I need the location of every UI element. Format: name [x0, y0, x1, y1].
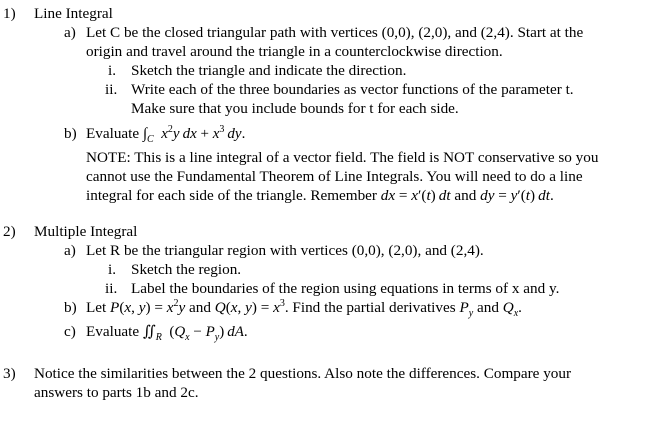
- q1a-ii-number: ii.: [105, 81, 118, 98]
- q1-title: Line Integral: [34, 5, 113, 22]
- q1a-text-line1: Let C be the closed triangular path with vertices (0,0), (2,0), and (2,4). Start at the: [86, 24, 584, 41]
- q1b-note-line3-text: integral for each side of the triangle. Remember: [86, 187, 377, 204]
- q2b-label: b): [64, 299, 77, 316]
- q2-title: Multiple Integral: [34, 223, 138, 240]
- q2a-i-number: i.: [108, 261, 117, 278]
- q1b-line-integral-expression: $\int_C$ $x^2y$ dx + $x^3$ dy.: [142, 124, 246, 145]
- q2c-label: c): [64, 323, 76, 340]
- q3-text-line1: Notice the similarities between the 2 questions. Also note the differences. Compare your: [34, 365, 572, 382]
- dx-formula: dx: [380, 187, 396, 204]
- q2-number: 2): [3, 223, 16, 240]
- q1b-note-line1: NOTE: This is a line integral of a vector field. The field is NOT conservative so you: [86, 149, 599, 166]
- q2c-double-integral-expression: $∬_R$ $(Q_x - P_y)$ dA.: [142, 324, 248, 343]
- q1b-note-and: and: [454, 187, 477, 204]
- q2a-ii-text: Label the boundaries of the region using equations in terms of x and y.: [131, 280, 560, 297]
- q1a-ii-text-line1: Write each of the three boundaries as vector functions of the parameter t.: [131, 81, 574, 98]
- q1b-evaluate-line: [86, 124, 245, 144]
- q1b-note-line2: cannot use the Fundamental Theorem of Line Integrals. You will need to do a line: [86, 168, 583, 185]
- q2a-i-text: Sketch the region.: [131, 261, 242, 278]
- q3-text-line2: answers to parts 1b and 2c.: [34, 384, 199, 401]
- q3-number: 3): [3, 365, 16, 382]
- q2c-evaluate-word: Evaluate: [86, 323, 140, 340]
- q2a-text: Let R be the triangular region with vertices (0,0), (2,0), and (2,4).: [86, 242, 484, 259]
- q1-number: 1): [3, 5, 16, 22]
- q2b-and: and: [189, 299, 211, 316]
- dy-formula: dy: [480, 187, 495, 204]
- q1a-label: a): [64, 24, 76, 41]
- q1b-label: b): [64, 125, 77, 142]
- q2b-text: Let P(x, $y) = x^2y$ and Q(x, $y) = x^3$. Find the partial derivatives $P_y$ and $Q_x$.: [86, 297, 522, 320]
- q2b-and2: and: [476, 299, 499, 316]
- q1b-note-line3: integral for each side of the triangle. Remember dx = x′(t) dt and dy = y′(t) dt.: [86, 187, 554, 204]
- q2b-let: Let: [86, 299, 107, 316]
- q2a-ii-number: ii.: [105, 280, 118, 297]
- q1a-text-line2: origin and travel around the triangle in a counterclockwise direction.: [86, 43, 503, 60]
- q2b-find: . Find the partial derivatives: [284, 299, 456, 316]
- q1a-ii-text-line2: Make sure that you include bounds for t for each side.: [131, 100, 459, 117]
- q2c-text: [86, 322, 248, 342]
- q2a-label: a): [64, 242, 76, 259]
- q1a-i-number: i.: [108, 62, 117, 79]
- q1a-i-text: Sketch the triangle and indicate the direction.: [131, 62, 407, 79]
- q1b-evaluate-word: Evaluate: [86, 125, 140, 142]
